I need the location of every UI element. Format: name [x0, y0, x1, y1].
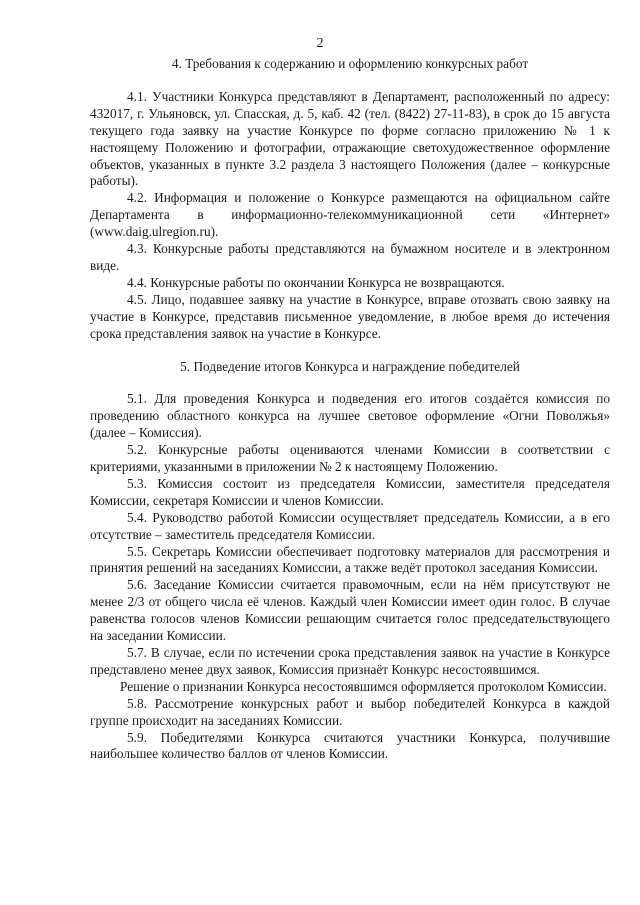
- paragraph-4-1: 4.1. Участники Конкурса представляют в Департамент, расположенный по адресу: 432017, г. Ульяновск, ул. Спасская, д. 5, каб. 42 (тел. (8422) 27-11-83), в срок до 15 августа текущего года заявку на участие Конкурсе по форме согласно приложению № 1 к настоящему Положению и фотографии, отражающие светохудожественное оформление объектов, указанных в пункте 3.2 раздела 3 настоящего Положения (далее – конкурсные работы).: [90, 88, 610, 189]
- paragraph-4-5: 4.5. Лицо, подавшее заявку на участие в Конкурсе, вправе отозвать свою заявку на участие в Конкурсе, представив письменное уведомление, в любое время до истечения срока представления заявок на участие в Конкурсе.: [90, 291, 610, 341]
- paragraph-5-7-decision: Решение о признании Конкурса несостоявшимся оформляется протоколом Комиссии.: [120, 678, 607, 694]
- paragraph-5-6: 5.6. Заседание Комиссии считается правомочным, если на нём присутствуют не менее 2/3 от общего числа её членов. Каждый член Комиссии имеет один голос. В случае равенства голосов членов Комиссии решающим считается голос председательствующего на заседании Комиссии.: [90, 577, 610, 644]
- paragraph-4-4: 4.4. Конкурсные работы по окончании Конкурса не возвращаются.: [127, 274, 505, 290]
- paragraph-5-1: 5.1. Для проведения Конкурса и подведения его итогов создаётся комиссия по проведению областного конкурса на лучшее световое оформление «Огни Поволжья» (далее – Комиссия).: [90, 391, 610, 441]
- paragraph-4-3: 4.3. Конкурсные работы представляются на бумажном носителе и в электронном виде.: [90, 241, 610, 273]
- paragraph-4-2: 4.2. Информация и положение о Конкурсе размещаются на официальном сайте Департамента в информационно-телекоммуникационной сети «Интернет» (www.daig.ulregion.ru).: [90, 190, 610, 240]
- paragraph-5-7: 5.7. В случае, если по истечении срока представления заявок на участие в Конкурсе представлено менее двух заявок, Комиссия признаёт Конкурс несостоявшимся.: [90, 645, 610, 677]
- document-body: [90, 56, 610, 763]
- paragraph-5-9: 5.9. Победителями Конкурса считаются участники Конкурса, получившие наибольшее количество баллов от членов Комиссии.: [90, 729, 610, 762]
- paragraph-5-3: 5.3. Комиссия состоит из председателя Комиссии, заместителя председателя Комиссии, секретаря Комиссии и членов Комиссии.: [90, 475, 610, 508]
- page-number: 2: [316, 36, 324, 51]
- paragraph-5-4: 5.4. Руководство работой Комиссии осуществляет председатель Комиссии, а в его отсутствие – заместитель председателя Комиссии.: [90, 509, 610, 542]
- section-4-title: 4. Требования к содержанию и оформлению конкурсных работ: [171, 56, 529, 71]
- paragraph-5-8: 5.8. Рассмотрение конкурсных работ и выбор победителей Конкурса в каждой группе происходит на заседаниях Комиссии.: [90, 695, 610, 728]
- paragraph-5-2: 5.2. Конкурсные работы оцениваются членами Комиссии в соответствии с критериями, указанными в приложении № 2 к настоящему Положению.: [90, 442, 610, 475]
- section-5-title: 5. Подведение итогов Конкурса и награждение победителей: [180, 358, 520, 374]
- paragraph-5-5: 5.5. Секретарь Комиссии обеспечивает подготовку материалов для рассмотрения и принятия решений на заседаниях Комиссии, а также ведёт протокол заседания Комиссии.: [90, 543, 610, 576]
